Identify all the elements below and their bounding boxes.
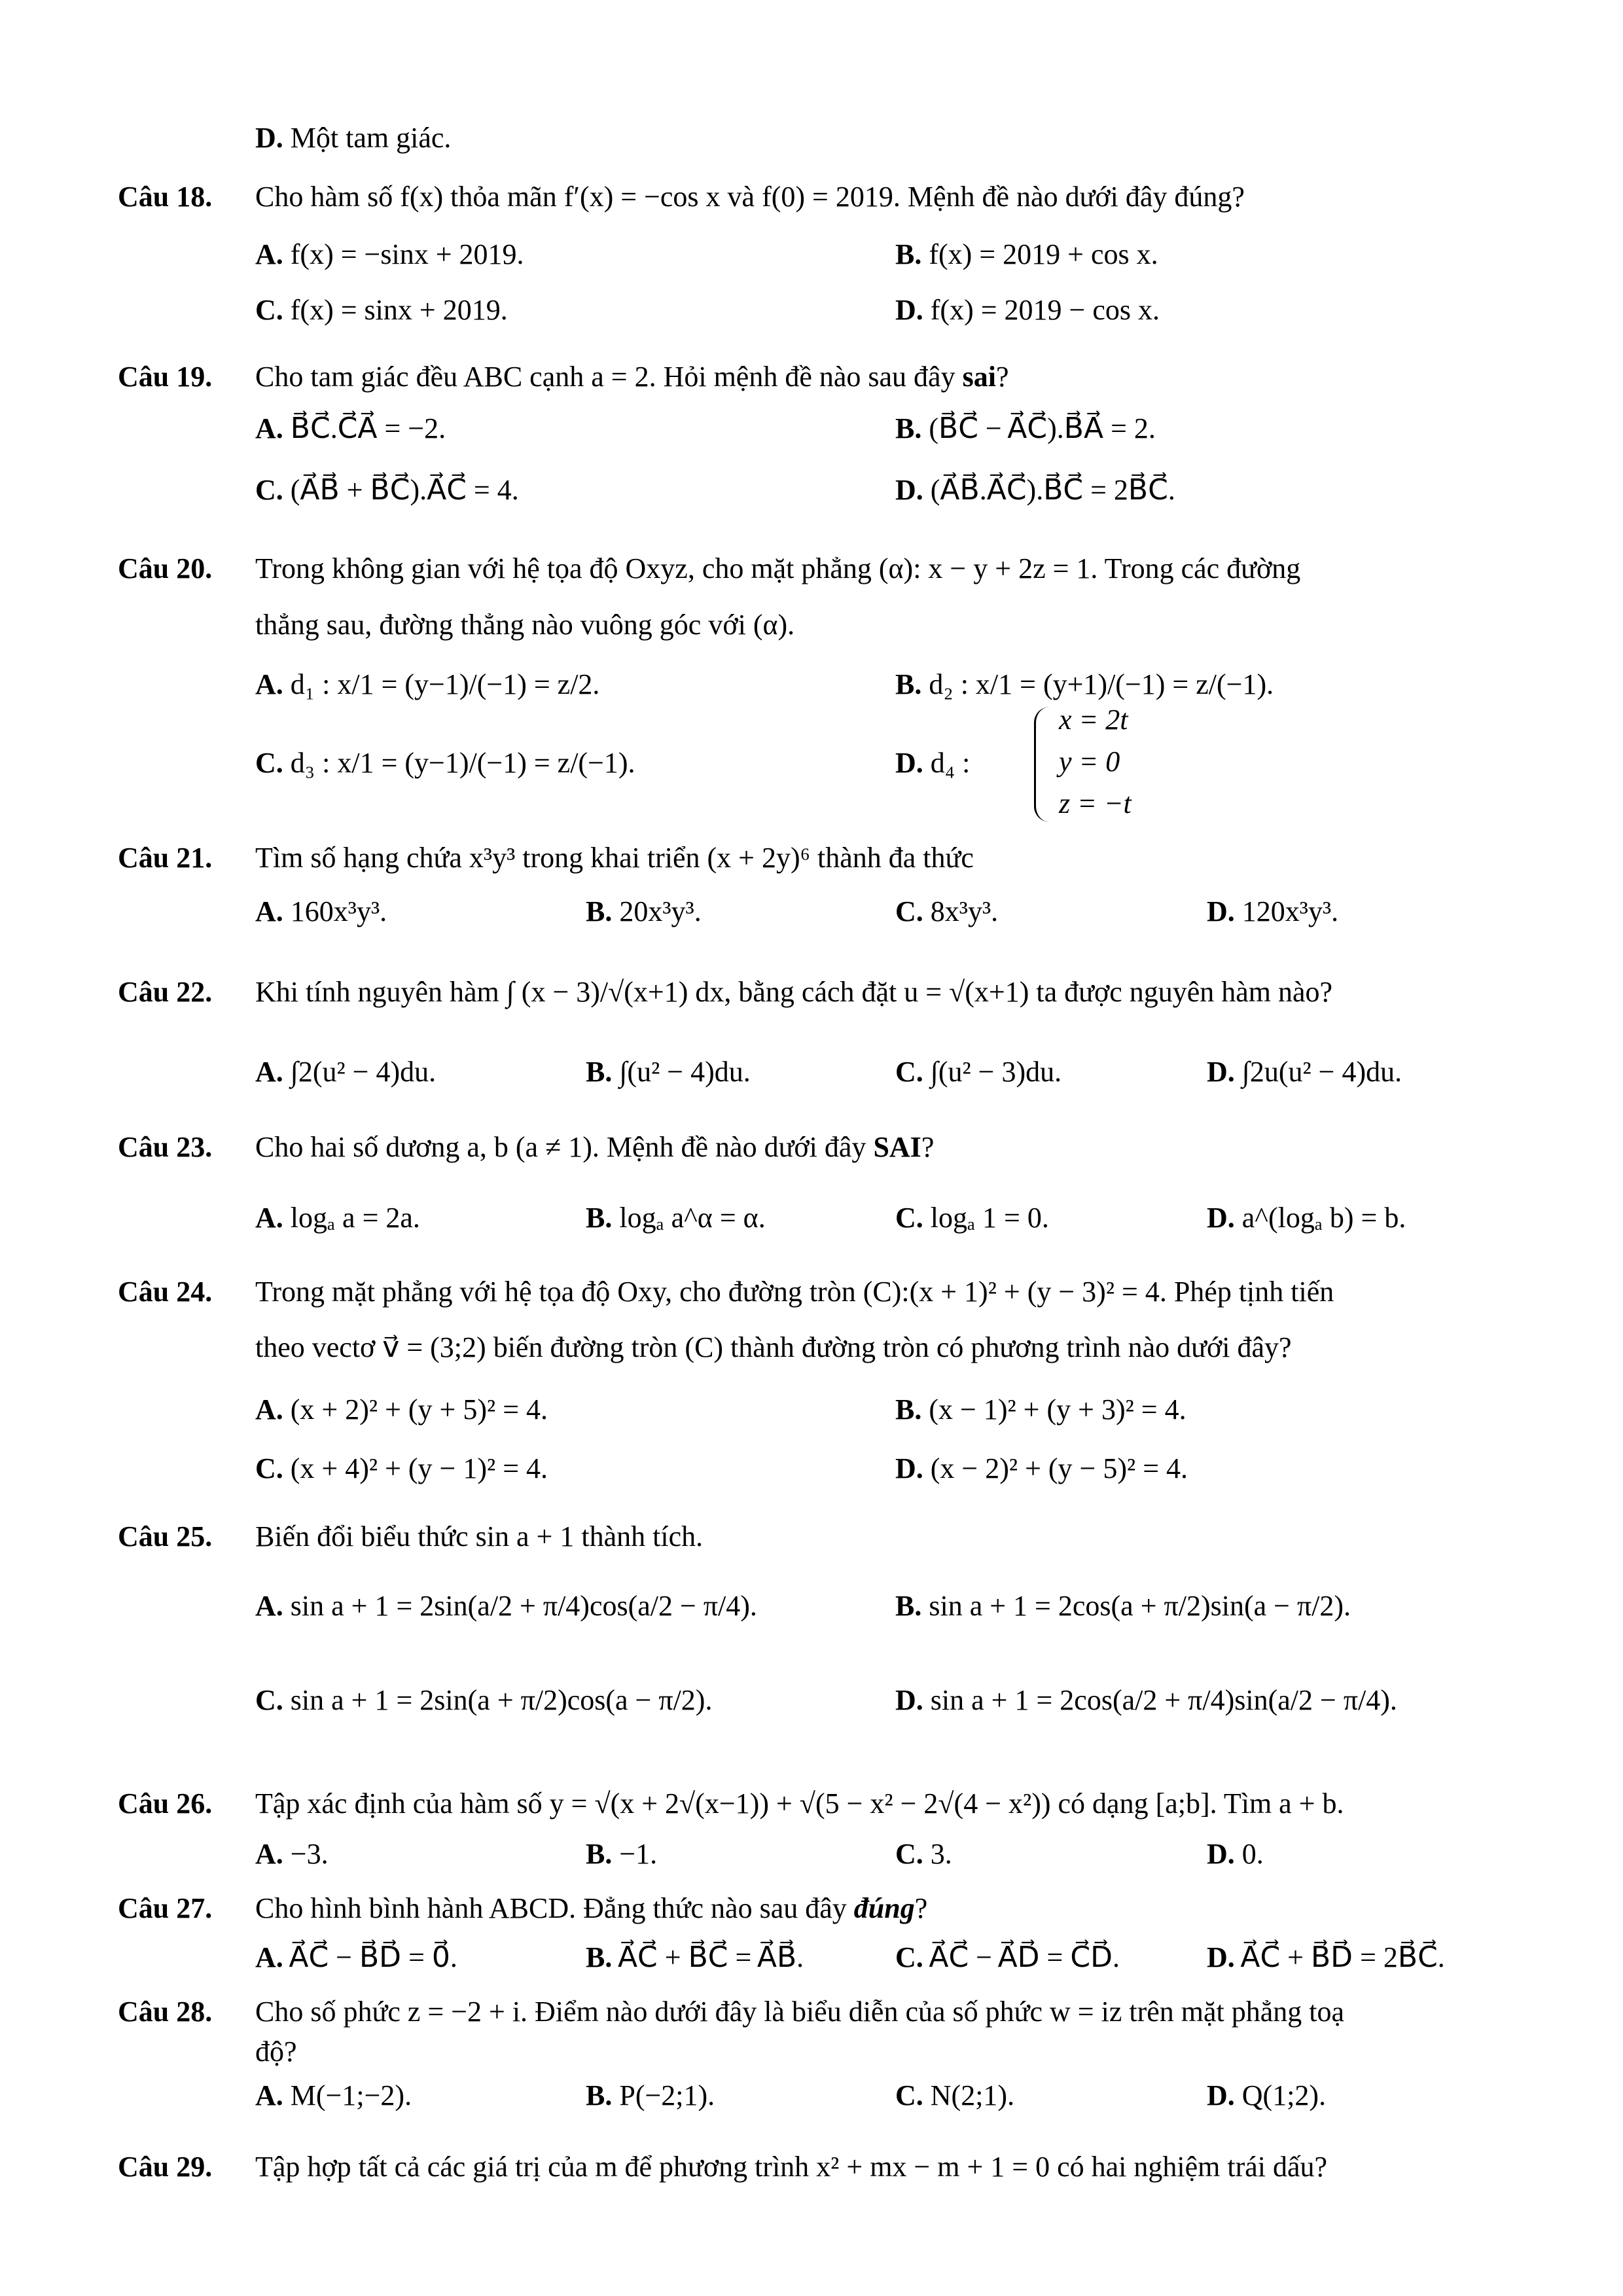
option-text: A⃗C⃗ + B⃗D⃗ = 2B⃗C⃗. <box>1240 1941 1445 1973</box>
option-b <box>895 1589 1351 1624</box>
stem-text: ? <box>995 361 1009 393</box>
option-label: A. <box>255 895 283 927</box>
option-text: 8x³y³. <box>930 895 999 927</box>
brace <box>1034 707 1050 822</box>
option-text: d₂ : x/1 = (y+1)/(−1) = z/(−1). <box>929 668 1274 700</box>
option-a <box>255 668 599 702</box>
option-d <box>895 746 970 781</box>
option-text: ∫(u² − 4)du. <box>619 1056 751 1088</box>
question-stem: Khi tính nguyên hàm ∫ (x − 3)/√(x+1) dx, bằng cách đặt u = √(x+1) ta được nguyên hàm nào? <box>255 976 1333 1008</box>
option-label: C. <box>255 294 283 326</box>
option-text: 20x³y³. <box>619 895 702 927</box>
option-label: D. <box>895 1684 923 1716</box>
stem-emphasis: đúng <box>853 1892 915 1924</box>
question-number: Câu 23. <box>118 1131 213 1163</box>
stem-text: Cho hình bình hành ABCD. Đẳng thức nào sau đây <box>255 1892 854 1924</box>
option-c <box>255 1683 712 1718</box>
option-text: 0. <box>1241 1838 1264 1870</box>
stem-text: Cho tam giác đều ABC cạnh a = 2. Hỏi mệnh đề nào sau đây <box>255 361 963 393</box>
option-text: P(−2;1). <box>619 2079 715 2111</box>
option-text: f(x) = 2019 + cos x. <box>929 238 1158 270</box>
option-text: 3. <box>930 1838 952 1870</box>
option-label: A. <box>255 1590 283 1622</box>
option-label: A. <box>255 1202 283 1234</box>
option-text: sin a + 1 = 2cos(a/2 + π/4)sin(a/2 − π/4). <box>930 1684 1397 1716</box>
option-b <box>586 1201 766 1236</box>
option-d <box>895 1452 1188 1486</box>
option-label: A. <box>255 238 283 270</box>
option-text: 120x³y³. <box>1241 895 1339 927</box>
option-text: (x + 4)² + (y − 1)² = 4. <box>290 1452 548 1484</box>
question-stem: Cho số phức z = −2 + i. Điểm nào dưới đây là biểu diễn của số phức w = iz trên mặt phẳng toạ <box>255 1996 1345 2028</box>
option-d <box>895 473 1175 508</box>
option-label: D. <box>1207 895 1235 927</box>
option-label: A. <box>255 1941 283 1973</box>
question-number: Câu 28. <box>118 1996 213 2028</box>
option-a <box>255 895 387 929</box>
option-text: Một tam giác. <box>290 122 452 154</box>
option-text: ∫2u(u² − 4)du. <box>1241 1056 1402 1088</box>
question-stem-cont: theo vectơ v⃗ = (3;2) biến đường tròn (C) thành đường tròn có phương trình nào dưới đây? <box>255 1331 1292 1363</box>
option-text: logₐ 1 = 0. <box>930 1202 1049 1234</box>
question-stem: Tìm số hạng chứa x³y³ trong khai triển (x + 2y)⁶ thành đa thức <box>255 842 974 874</box>
stem-emphasis: SAI <box>873 1131 921 1163</box>
question-stem: Biến đổi biểu thức sin a + 1 thành tích. <box>255 1520 704 1552</box>
option-a <box>255 412 446 446</box>
option-b <box>586 1941 804 1975</box>
option-text: Q(1;2). <box>1241 2079 1327 2111</box>
option-text: sin a + 1 = 2sin(a + π/2)cos(a − π/2). <box>290 1684 713 1716</box>
option-d <box>895 293 1160 328</box>
question-stem <box>255 360 1008 395</box>
option-b <box>895 668 1274 702</box>
option-d <box>1207 1941 1445 1975</box>
option-label: A. <box>255 1838 283 1870</box>
option-label: B. <box>895 1590 922 1622</box>
stem-emphasis: sai <box>962 361 996 393</box>
question-stem <box>255 1892 927 1926</box>
option-label: D. <box>895 294 923 326</box>
question-stem: Trong mặt phẳng với hệ tọa độ Oxy, cho đường tròn (C):(x + 1)² + (y − 3)² = 4. Phép tịnh tiến <box>255 1276 1334 1308</box>
option-c <box>895 1837 952 1872</box>
option-label: D. <box>895 474 923 506</box>
stem-text: ? <box>914 1892 928 1924</box>
option-label: D. <box>1207 2079 1235 2111</box>
question-stem <box>255 1130 934 1165</box>
option-label: D. <box>1207 1056 1235 1088</box>
option-text: d₄ : <box>930 747 971 779</box>
option-text: (A⃗B⃗ + B⃗C⃗).A⃗C⃗ = 4. <box>290 474 519 506</box>
option-label: C. <box>895 2079 923 2111</box>
question-stem: Cho hàm số f(x) thỏa mãn f′(x) = −cos x và f(0) = 2019. Mệnh đề nào dưới đây đúng? <box>255 181 1245 213</box>
question-number: Câu 24. <box>118 1276 213 1308</box>
option-text: A⃗C⃗ − A⃗D⃗ = C⃗D⃗. <box>929 1941 1120 1973</box>
option-text: (A⃗B⃗.A⃗C⃗).B⃗C⃗ = 2B⃗C⃗. <box>930 474 1175 506</box>
option-d <box>1207 895 1338 929</box>
option-label: B. <box>586 895 613 927</box>
option-c <box>255 473 519 508</box>
option-c <box>255 1452 548 1486</box>
option-text: ∫(u² − 3)du. <box>930 1056 1062 1088</box>
option-text: B⃗C⃗.C⃗A⃗ = −2. <box>290 412 446 444</box>
option-label: B. <box>895 238 922 270</box>
option-label: C. <box>895 895 923 927</box>
system-line: z = −t <box>1059 787 1132 819</box>
option-text: ∫2(u² − 4)du. <box>290 1056 437 1088</box>
option-label: C. <box>255 1452 283 1484</box>
question-stem: Trong không gian với hệ tọa độ Oxyz, cho mặt phẳng (α): x − y + 2z = 1. Trong các đường <box>255 552 1301 584</box>
question-number: Câu 19. <box>118 361 213 393</box>
option-b <box>586 1055 751 1090</box>
question-stem: Tập xác định của hàm số y = √(x + 2√(x−1)) + √(5 − x² − 2√(4 − x²)) có dạng [a;b]. Tìm a + b. <box>255 1787 1344 1820</box>
option-label: B. <box>586 1838 613 1870</box>
option-a <box>255 1589 757 1624</box>
question-stem-cont: độ? <box>255 2036 297 2068</box>
option-label: C. <box>895 1056 923 1088</box>
option-label: A. <box>255 1056 283 1088</box>
option-label: C. <box>255 474 283 506</box>
option-label: B. <box>895 412 922 444</box>
option-d-prev <box>255 121 451 156</box>
option-label: B. <box>895 1393 922 1426</box>
question-number: Câu 18. <box>118 181 213 213</box>
option-label: A. <box>255 412 283 444</box>
option-text: f(x) = sinx + 2019. <box>290 294 508 326</box>
option-d <box>1207 2079 1326 2113</box>
question-number: Câu 21. <box>118 842 213 874</box>
equation-system <box>1034 703 1243 827</box>
option-c <box>895 1201 1049 1236</box>
option-a <box>255 1201 420 1236</box>
option-text: 160x³y³. <box>290 895 387 927</box>
system-line: y = 0 <box>1059 745 1120 778</box>
option-text: (x − 2)² + (y − 5)² = 4. <box>930 1452 1188 1484</box>
option-d <box>895 1683 1397 1718</box>
option-c <box>255 293 508 328</box>
option-a <box>255 1837 329 1872</box>
option-text: a^(logₐ b) = b. <box>1241 1202 1406 1234</box>
option-b <box>895 238 1158 272</box>
option-a <box>255 238 524 272</box>
option-label: D. <box>1207 1202 1235 1234</box>
question-number: Câu 27. <box>118 1892 213 1924</box>
option-text: f(x) = −sinx + 2019. <box>290 238 524 270</box>
option-a <box>255 1393 548 1427</box>
option-label: C. <box>255 747 283 779</box>
option-text: M(−1;−2). <box>290 2079 412 2111</box>
option-text: (B⃗C⃗ − A⃗C⃗).B⃗A⃗ = 2. <box>929 412 1156 444</box>
question-stem-cont: thẳng sau, đường thẳng nào vuông góc với (α). <box>255 609 795 641</box>
option-label: A. <box>255 2079 283 2111</box>
option-b <box>586 895 702 929</box>
question-stem: Tập hợp tất cả các giá trị của m để phương trình x² + mx − m + 1 = 0 có hai nghiệm trái dấu? <box>255 2151 1328 2183</box>
option-text: sin a + 1 = 2sin(a/2 + π/4)cos(a/2 − π/4). <box>290 1590 757 1622</box>
option-a <box>255 2079 412 2113</box>
option-label: B. <box>895 668 922 700</box>
option-text: N(2;1). <box>930 2079 1015 2111</box>
option-b <box>586 1837 657 1872</box>
option-c <box>895 1055 1061 1090</box>
option-b <box>895 1393 1186 1427</box>
option-text: (x + 2)² + (y + 5)² = 4. <box>290 1393 548 1426</box>
stem-text: Cho hai số dương a, b (a ≠ 1). Mệnh đề nào dưới đây <box>255 1131 874 1163</box>
option-d <box>1207 1837 1264 1872</box>
option-text: d₁ : x/1 = (y−1)/(−1) = z/2. <box>290 668 600 700</box>
option-text: −1. <box>619 1838 658 1870</box>
question-number: Câu 29. <box>118 2151 213 2183</box>
option-label: D. <box>895 747 923 779</box>
option-text: logₐ a = 2a. <box>290 1202 420 1234</box>
option-text: (x − 1)² + (y + 3)² = 4. <box>929 1393 1186 1426</box>
option-text: d₃ : x/1 = (y−1)/(−1) = z/(−1). <box>290 747 635 779</box>
option-c <box>895 1941 1120 1975</box>
option-label: D. <box>895 1452 923 1484</box>
option-c <box>895 2079 1014 2113</box>
option-label: B. <box>586 1941 613 1973</box>
option-label: A. <box>255 1393 283 1426</box>
option-c <box>255 746 635 781</box>
question-number: Câu 22. <box>118 976 213 1008</box>
option-a <box>255 1055 436 1090</box>
option-text: f(x) = 2019 − cos x. <box>930 294 1160 326</box>
option-b <box>895 412 1156 446</box>
option-label: C. <box>895 1838 923 1870</box>
question-number: Câu 25. <box>118 1520 213 1552</box>
option-label: C. <box>255 1684 283 1716</box>
question-number: Câu 20. <box>118 552 213 584</box>
option-text: A⃗C⃗ + B⃗C⃗ = A⃗B⃗. <box>617 1941 804 1973</box>
option-label: C. <box>895 1202 923 1234</box>
option-label: D. <box>255 122 283 154</box>
option-d <box>1207 1201 1406 1236</box>
option-b <box>586 2079 715 2113</box>
option-label: D. <box>1207 1941 1235 1973</box>
option-text: logₐ a^α = α. <box>619 1202 766 1234</box>
option-text: sin a + 1 = 2cos(a + π/2)sin(a − π/2). <box>929 1590 1351 1622</box>
option-label: A. <box>255 668 283 700</box>
system-line: x = 2t <box>1059 704 1128 736</box>
option-label: B. <box>586 1056 613 1088</box>
option-d <box>1207 1055 1402 1090</box>
option-a <box>255 1941 457 1975</box>
option-text: −3. <box>290 1838 329 1870</box>
option-label: B. <box>586 2079 613 2111</box>
option-label: C. <box>895 1941 923 1973</box>
stem-text: ? <box>921 1131 935 1163</box>
option-label: B. <box>586 1202 613 1234</box>
question-number: Câu 26. <box>118 1787 213 1820</box>
option-text: A⃗C⃗ − B⃗D⃗ = 0⃗. <box>289 1941 457 1973</box>
option-label: D. <box>1207 1838 1235 1870</box>
option-c <box>895 895 998 929</box>
